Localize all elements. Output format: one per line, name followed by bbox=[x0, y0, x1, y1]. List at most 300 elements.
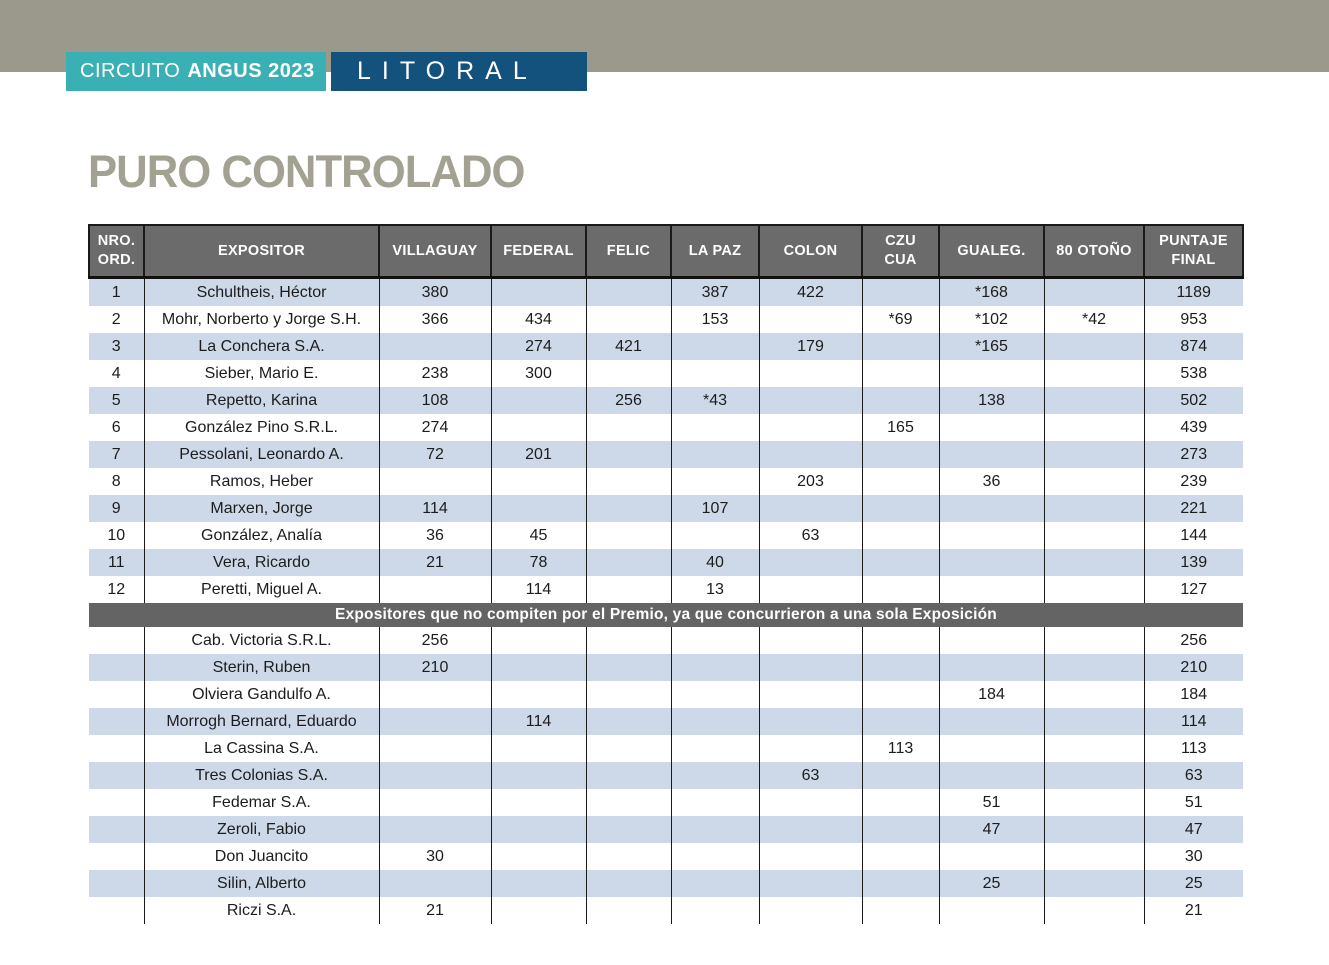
section-divider-row bbox=[89, 603, 1243, 627]
cell-expositor: Silin, Alberto bbox=[144, 870, 379, 897]
table-row bbox=[89, 360, 1243, 387]
column-header-80-otono: 80 OTOÑO bbox=[1044, 225, 1144, 278]
cell-czu-cua: 165 bbox=[862, 414, 939, 441]
cell-puntaje-final: 25 bbox=[1144, 870, 1243, 897]
cell-puntaje-final: 256 bbox=[1144, 627, 1243, 654]
cell-gualeg: *165 bbox=[939, 333, 1044, 360]
cell-czu-cua bbox=[862, 627, 939, 654]
table-row bbox=[89, 789, 1243, 816]
cell-federal bbox=[491, 735, 586, 762]
cell-puntaje-final: 502 bbox=[1144, 387, 1243, 414]
cell-gualeg bbox=[939, 414, 1044, 441]
cell-la-paz bbox=[671, 870, 759, 897]
cell-czu-cua bbox=[862, 681, 939, 708]
cell-puntaje-final: 184 bbox=[1144, 681, 1243, 708]
cell-la-paz bbox=[671, 681, 759, 708]
cell-expositor: Repetto, Karina bbox=[144, 387, 379, 414]
cell-gualeg bbox=[939, 360, 1044, 387]
cell-colon bbox=[759, 441, 862, 468]
table-row bbox=[89, 735, 1243, 762]
cell-la-paz bbox=[671, 816, 759, 843]
cell-colon: 63 bbox=[759, 522, 862, 549]
cell-puntaje-final: 21 bbox=[1144, 897, 1243, 924]
cell-80-otono bbox=[1044, 278, 1144, 307]
cell-ord bbox=[89, 789, 144, 816]
cell-80-otono bbox=[1044, 735, 1144, 762]
column-header-villaguay: VILLAGUAY bbox=[379, 225, 491, 278]
cell-villaguay bbox=[379, 735, 491, 762]
cell-federal bbox=[491, 681, 586, 708]
standings-table-wrap bbox=[88, 224, 1244, 924]
cell-puntaje-final: 439 bbox=[1144, 414, 1243, 441]
cell-puntaje-final: 30 bbox=[1144, 843, 1243, 870]
cell-czu-cua bbox=[862, 843, 939, 870]
cell-80-otono bbox=[1044, 627, 1144, 654]
cell-gualeg bbox=[939, 843, 1044, 870]
cell-ord bbox=[89, 627, 144, 654]
cell-expositor: Mohr, Norberto y Jorge S.H. bbox=[144, 306, 379, 333]
cell-ord bbox=[89, 708, 144, 735]
cell-czu-cua bbox=[862, 522, 939, 549]
cell-gualeg bbox=[939, 708, 1044, 735]
cell-ord: 3 bbox=[89, 333, 144, 360]
table-row bbox=[89, 576, 1243, 603]
cell-colon bbox=[759, 816, 862, 843]
page-title: PURO CONTROLADO bbox=[88, 146, 525, 197]
cell-gualeg bbox=[939, 897, 1044, 924]
cell-colon bbox=[759, 735, 862, 762]
cell-la-paz bbox=[671, 627, 759, 654]
cell-80-otono bbox=[1044, 843, 1144, 870]
cell-czu-cua bbox=[862, 816, 939, 843]
standings-table bbox=[88, 224, 1244, 924]
cell-ord: 8 bbox=[89, 468, 144, 495]
cell-gualeg: *102 bbox=[939, 306, 1044, 333]
cell-ord: 12 bbox=[89, 576, 144, 603]
cell-colon bbox=[759, 789, 862, 816]
cell-80-otono bbox=[1044, 897, 1144, 924]
column-header-ord: NRO. ORD. bbox=[89, 225, 144, 278]
cell-la-paz bbox=[671, 843, 759, 870]
cell-villaguay: 238 bbox=[379, 360, 491, 387]
cell-ord bbox=[89, 897, 144, 924]
cell-villaguay bbox=[379, 576, 491, 603]
cell-expositor: González Pino S.R.L. bbox=[144, 414, 379, 441]
cell-gualeg: 138 bbox=[939, 387, 1044, 414]
cell-felic bbox=[586, 441, 671, 468]
cell-expositor: Fedemar S.A. bbox=[144, 789, 379, 816]
cell-czu-cua bbox=[862, 654, 939, 681]
cell-colon bbox=[759, 843, 862, 870]
cell-federal bbox=[491, 789, 586, 816]
cell-80-otono bbox=[1044, 468, 1144, 495]
cell-colon bbox=[759, 360, 862, 387]
cell-gualeg: 47 bbox=[939, 816, 1044, 843]
cell-felic bbox=[586, 843, 671, 870]
cell-la-paz bbox=[671, 897, 759, 924]
cell-expositor: Morrogh Bernard, Eduardo bbox=[144, 708, 379, 735]
cell-puntaje-final: 47 bbox=[1144, 816, 1243, 843]
cell-gualeg: 184 bbox=[939, 681, 1044, 708]
table-row bbox=[89, 522, 1243, 549]
cell-80-otono bbox=[1044, 654, 1144, 681]
cell-colon bbox=[759, 870, 862, 897]
cell-80-otono bbox=[1044, 495, 1144, 522]
cell-czu-cua bbox=[862, 870, 939, 897]
circuit-badge-bold-label: ANGUS 2023 bbox=[187, 60, 315, 82]
cell-felic bbox=[586, 897, 671, 924]
cell-colon bbox=[759, 495, 862, 522]
cell-la-paz: *43 bbox=[671, 387, 759, 414]
region-badge bbox=[331, 52, 587, 91]
cell-czu-cua bbox=[862, 387, 939, 414]
cell-expositor: Marxen, Jorge bbox=[144, 495, 379, 522]
cell-federal bbox=[491, 627, 586, 654]
column-header-colon: COLON bbox=[759, 225, 862, 278]
cell-colon: 179 bbox=[759, 333, 862, 360]
cell-expositor: González, Analía bbox=[144, 522, 379, 549]
cell-colon bbox=[759, 306, 862, 333]
table-row bbox=[89, 897, 1243, 924]
cell-puntaje-final: 51 bbox=[1144, 789, 1243, 816]
cell-colon: 63 bbox=[759, 762, 862, 789]
cell-czu-cua: *69 bbox=[862, 306, 939, 333]
cell-expositor: Riczi S.A. bbox=[144, 897, 379, 924]
cell-colon bbox=[759, 681, 862, 708]
cell-gualeg bbox=[939, 762, 1044, 789]
cell-federal: 274 bbox=[491, 333, 586, 360]
cell-gualeg: 36 bbox=[939, 468, 1044, 495]
cell-gualeg: 25 bbox=[939, 870, 1044, 897]
cell-villaguay: 366 bbox=[379, 306, 491, 333]
cell-felic: 421 bbox=[586, 333, 671, 360]
cell-expositor: Don Juancito bbox=[144, 843, 379, 870]
cell-felic bbox=[586, 681, 671, 708]
table-row bbox=[89, 441, 1243, 468]
cell-80-otono bbox=[1044, 870, 1144, 897]
cell-la-paz bbox=[671, 789, 759, 816]
table-row bbox=[89, 708, 1243, 735]
cell-ord bbox=[89, 735, 144, 762]
cell-federal bbox=[491, 897, 586, 924]
cell-80-otono: *42 bbox=[1044, 306, 1144, 333]
cell-czu-cua bbox=[862, 360, 939, 387]
table-row bbox=[89, 333, 1243, 360]
cell-la-paz bbox=[671, 522, 759, 549]
region-badge-label: LITORAL bbox=[357, 57, 538, 85]
cell-czu-cua bbox=[862, 278, 939, 307]
circuit-badge-light-label: CIRCUITO bbox=[80, 60, 181, 82]
table-row bbox=[89, 387, 1243, 414]
table-row bbox=[89, 278, 1243, 307]
cell-czu-cua bbox=[862, 576, 939, 603]
table-row bbox=[89, 495, 1243, 522]
cell-ord: 5 bbox=[89, 387, 144, 414]
cell-puntaje-final: 114 bbox=[1144, 708, 1243, 735]
cell-80-otono bbox=[1044, 387, 1144, 414]
cell-felic bbox=[586, 708, 671, 735]
table-row bbox=[89, 414, 1243, 441]
cell-villaguay bbox=[379, 816, 491, 843]
cell-ord bbox=[89, 843, 144, 870]
cell-gualeg: 51 bbox=[939, 789, 1044, 816]
cell-la-paz bbox=[671, 333, 759, 360]
cell-villaguay: 256 bbox=[379, 627, 491, 654]
cell-ord: 4 bbox=[89, 360, 144, 387]
cell-federal: 114 bbox=[491, 576, 586, 603]
cell-80-otono bbox=[1044, 762, 1144, 789]
cell-ord bbox=[89, 870, 144, 897]
cell-felic bbox=[586, 522, 671, 549]
cell-felic bbox=[586, 870, 671, 897]
cell-colon bbox=[759, 627, 862, 654]
cell-puntaje-final: 538 bbox=[1144, 360, 1243, 387]
cell-puntaje-final: 113 bbox=[1144, 735, 1243, 762]
cell-80-otono bbox=[1044, 816, 1144, 843]
cell-czu-cua bbox=[862, 549, 939, 576]
table-row bbox=[89, 468, 1243, 495]
cell-ord: 6 bbox=[89, 414, 144, 441]
cell-federal: 78 bbox=[491, 549, 586, 576]
cell-la-paz bbox=[671, 735, 759, 762]
cell-czu-cua: 113 bbox=[862, 735, 939, 762]
cell-czu-cua bbox=[862, 789, 939, 816]
cell-villaguay bbox=[379, 789, 491, 816]
cell-villaguay bbox=[379, 681, 491, 708]
cell-villaguay bbox=[379, 468, 491, 495]
table-row bbox=[89, 681, 1243, 708]
cell-la-paz bbox=[671, 708, 759, 735]
cell-puntaje-final: 210 bbox=[1144, 654, 1243, 681]
cell-gualeg bbox=[939, 522, 1044, 549]
cell-expositor: Ramos, Heber bbox=[144, 468, 379, 495]
cell-federal bbox=[491, 654, 586, 681]
cell-colon bbox=[759, 708, 862, 735]
table-row bbox=[89, 654, 1243, 681]
cell-80-otono bbox=[1044, 360, 1144, 387]
table-body bbox=[89, 278, 1243, 925]
cell-federal: 434 bbox=[491, 306, 586, 333]
cell-villaguay: 380 bbox=[379, 278, 491, 307]
cell-villaguay: 274 bbox=[379, 414, 491, 441]
cell-puntaje-final: 221 bbox=[1144, 495, 1243, 522]
cell-villaguay: 21 bbox=[379, 897, 491, 924]
cell-felic bbox=[586, 576, 671, 603]
cell-felic bbox=[586, 789, 671, 816]
column-header-czu-cua: CZU CUA bbox=[862, 225, 939, 278]
cell-felic: 256 bbox=[586, 387, 671, 414]
cell-felic bbox=[586, 495, 671, 522]
cell-expositor: Vera, Ricardo bbox=[144, 549, 379, 576]
cell-la-paz: 387 bbox=[671, 278, 759, 307]
cell-puntaje-final: 874 bbox=[1144, 333, 1243, 360]
cell-felic bbox=[586, 549, 671, 576]
cell-ord: 11 bbox=[89, 549, 144, 576]
cell-villaguay: 72 bbox=[379, 441, 491, 468]
cell-federal: 114 bbox=[491, 708, 586, 735]
cell-federal bbox=[491, 468, 586, 495]
cell-expositor: Sterin, Ruben bbox=[144, 654, 379, 681]
table-row bbox=[89, 816, 1243, 843]
cell-80-otono bbox=[1044, 708, 1144, 735]
cell-expositor: La Conchera S.A. bbox=[144, 333, 379, 360]
cell-czu-cua bbox=[862, 333, 939, 360]
column-header-expositor: EXPOSITOR bbox=[144, 225, 379, 278]
table-row bbox=[89, 306, 1243, 333]
cell-villaguay bbox=[379, 870, 491, 897]
cell-felic bbox=[586, 816, 671, 843]
cell-gualeg bbox=[939, 549, 1044, 576]
table-row bbox=[89, 549, 1243, 576]
cell-gualeg bbox=[939, 441, 1044, 468]
cell-80-otono bbox=[1044, 789, 1144, 816]
cell-80-otono bbox=[1044, 522, 1144, 549]
cell-ord bbox=[89, 816, 144, 843]
cell-ord: 10 bbox=[89, 522, 144, 549]
cell-federal bbox=[491, 843, 586, 870]
table-row bbox=[89, 843, 1243, 870]
cell-la-paz bbox=[671, 654, 759, 681]
cell-federal: 300 bbox=[491, 360, 586, 387]
cell-ord: 1 bbox=[89, 278, 144, 307]
cell-la-paz bbox=[671, 414, 759, 441]
cell-ord: 2 bbox=[89, 306, 144, 333]
cell-felic bbox=[586, 278, 671, 307]
cell-villaguay bbox=[379, 333, 491, 360]
cell-la-paz bbox=[671, 441, 759, 468]
cell-la-paz bbox=[671, 468, 759, 495]
cell-czu-cua bbox=[862, 441, 939, 468]
cell-puntaje-final: 1189 bbox=[1144, 278, 1243, 307]
cell-gualeg: *168 bbox=[939, 278, 1044, 307]
cell-expositor: Tres Colonias S.A. bbox=[144, 762, 379, 789]
cell-colon: 203 bbox=[759, 468, 862, 495]
cell-villaguay: 30 bbox=[379, 843, 491, 870]
cell-ord bbox=[89, 762, 144, 789]
cell-felic bbox=[586, 762, 671, 789]
cell-federal bbox=[491, 816, 586, 843]
cell-expositor: Zeroli, Fabio bbox=[144, 816, 379, 843]
column-header-puntaje-final: PUNTAJE FINAL bbox=[1144, 225, 1243, 278]
circuit-badge bbox=[66, 52, 326, 91]
cell-felic bbox=[586, 360, 671, 387]
cell-expositor: Pessolani, Leonardo A. bbox=[144, 441, 379, 468]
cell-puntaje-final: 144 bbox=[1144, 522, 1243, 549]
cell-federal bbox=[491, 870, 586, 897]
cell-la-paz bbox=[671, 360, 759, 387]
cell-puntaje-final: 139 bbox=[1144, 549, 1243, 576]
cell-czu-cua bbox=[862, 762, 939, 789]
cell-expositor: Peretti, Miguel A. bbox=[144, 576, 379, 603]
cell-80-otono bbox=[1044, 549, 1144, 576]
cell-colon bbox=[759, 576, 862, 603]
section-divider: Expositores que no compiten por el Premio, ya que concurrieron a una sola Exposición bbox=[89, 603, 1243, 627]
column-header-federal: FEDERAL bbox=[491, 225, 586, 278]
cell-colon bbox=[759, 897, 862, 924]
cell-villaguay: 210 bbox=[379, 654, 491, 681]
cell-ord: 7 bbox=[89, 441, 144, 468]
cell-czu-cua bbox=[862, 495, 939, 522]
cell-puntaje-final: 63 bbox=[1144, 762, 1243, 789]
cell-colon bbox=[759, 414, 862, 441]
cell-expositor: Cab. Victoria S.R.L. bbox=[144, 627, 379, 654]
table-header bbox=[89, 225, 1243, 278]
cell-colon bbox=[759, 549, 862, 576]
cell-federal: 45 bbox=[491, 522, 586, 549]
cell-gualeg bbox=[939, 654, 1044, 681]
cell-felic bbox=[586, 306, 671, 333]
cell-expositor: Schultheis, Héctor bbox=[144, 278, 379, 307]
table-row bbox=[89, 762, 1243, 789]
cell-gualeg bbox=[939, 627, 1044, 654]
cell-80-otono bbox=[1044, 681, 1144, 708]
cell-ord bbox=[89, 654, 144, 681]
cell-gualeg bbox=[939, 735, 1044, 762]
cell-felic bbox=[586, 735, 671, 762]
column-header-felic: FELIC bbox=[586, 225, 671, 278]
cell-villaguay: 21 bbox=[379, 549, 491, 576]
cell-felic bbox=[586, 627, 671, 654]
cell-expositor: La Cassina S.A. bbox=[144, 735, 379, 762]
cell-puntaje-final: 127 bbox=[1144, 576, 1243, 603]
cell-felic bbox=[586, 468, 671, 495]
cell-puntaje-final: 239 bbox=[1144, 468, 1243, 495]
cell-villaguay: 114 bbox=[379, 495, 491, 522]
cell-villaguay bbox=[379, 708, 491, 735]
header-row bbox=[89, 225, 1243, 278]
cell-80-otono bbox=[1044, 333, 1144, 360]
cell-puntaje-final: 273 bbox=[1144, 441, 1243, 468]
cell-ord bbox=[89, 681, 144, 708]
cell-czu-cua bbox=[862, 708, 939, 735]
cell-federal: 201 bbox=[491, 441, 586, 468]
cell-80-otono bbox=[1044, 414, 1144, 441]
cell-la-paz: 153 bbox=[671, 306, 759, 333]
cell-80-otono bbox=[1044, 441, 1144, 468]
cell-la-paz: 40 bbox=[671, 549, 759, 576]
cell-villaguay: 36 bbox=[379, 522, 491, 549]
cell-villaguay: 108 bbox=[379, 387, 491, 414]
cell-la-paz bbox=[671, 762, 759, 789]
cell-federal bbox=[491, 495, 586, 522]
column-header-gualeg: GUALEG. bbox=[939, 225, 1044, 278]
cell-la-paz: 107 bbox=[671, 495, 759, 522]
cell-colon bbox=[759, 654, 862, 681]
column-header-la-paz: LA PAZ bbox=[671, 225, 759, 278]
cell-gualeg bbox=[939, 495, 1044, 522]
cell-felic bbox=[586, 654, 671, 681]
table-row bbox=[89, 870, 1243, 897]
cell-gualeg bbox=[939, 576, 1044, 603]
cell-czu-cua bbox=[862, 468, 939, 495]
cell-colon: 422 bbox=[759, 278, 862, 307]
cell-felic bbox=[586, 414, 671, 441]
cell-federal bbox=[491, 278, 586, 307]
cell-villaguay bbox=[379, 762, 491, 789]
cell-ord: 9 bbox=[89, 495, 144, 522]
cell-federal bbox=[491, 414, 586, 441]
cell-80-otono bbox=[1044, 576, 1144, 603]
cell-expositor: Sieber, Mario E. bbox=[144, 360, 379, 387]
cell-czu-cua bbox=[862, 897, 939, 924]
cell-puntaje-final: 953 bbox=[1144, 306, 1243, 333]
cell-expositor: Olviera Gandulfo A. bbox=[144, 681, 379, 708]
cell-federal bbox=[491, 387, 586, 414]
table-row bbox=[89, 627, 1243, 654]
cell-federal bbox=[491, 762, 586, 789]
cell-colon bbox=[759, 387, 862, 414]
cell-la-paz: 13 bbox=[671, 576, 759, 603]
